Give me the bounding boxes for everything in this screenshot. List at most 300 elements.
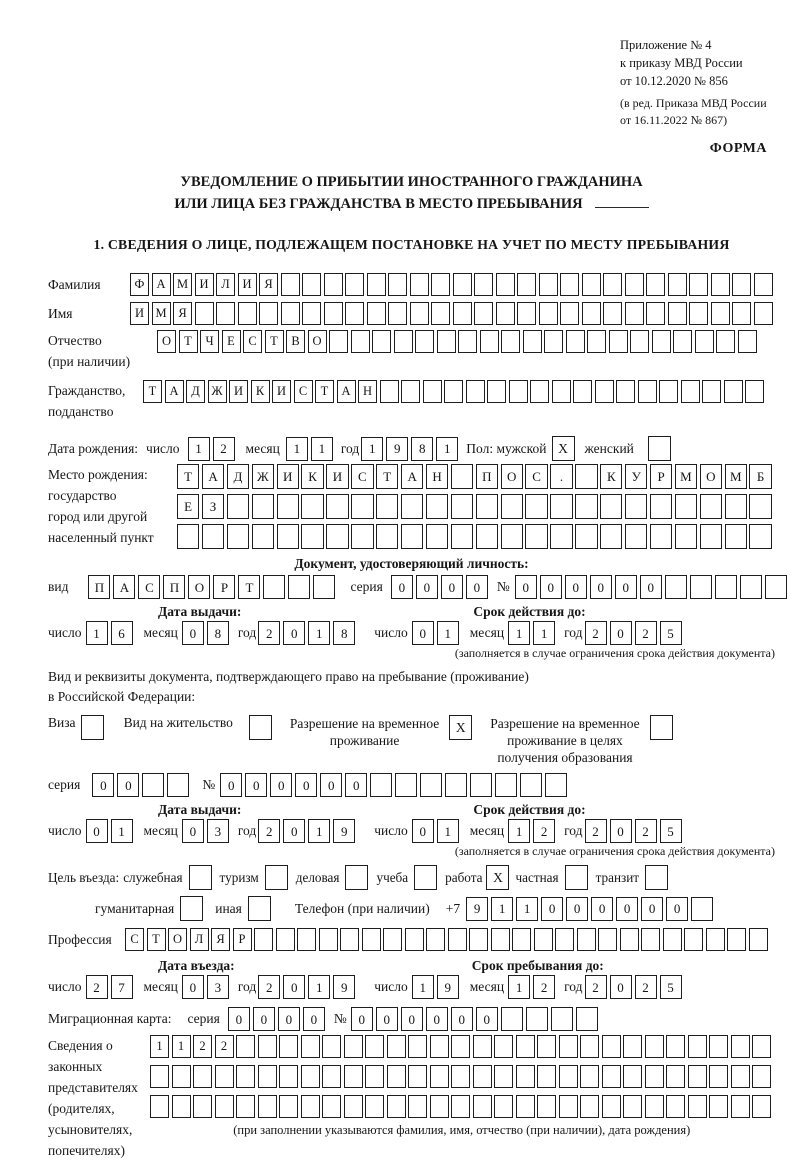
- char-box[interactable]: [365, 1035, 384, 1058]
- char-box[interactable]: [473, 1095, 492, 1118]
- char-box[interactable]: 9: [386, 437, 408, 461]
- char-box[interactable]: А: [401, 464, 423, 489]
- char-box[interactable]: [602, 1065, 621, 1088]
- char-box[interactable]: [236, 1035, 255, 1058]
- char-box[interactable]: [172, 1095, 191, 1118]
- purpose-tourism-checkbox[interactable]: [265, 865, 288, 890]
- char-box[interactable]: 0: [610, 975, 632, 999]
- purpose-study-checkbox[interactable]: [414, 865, 437, 890]
- char-box[interactable]: 1: [172, 1035, 191, 1058]
- char-box[interactable]: [301, 1095, 320, 1118]
- char-box[interactable]: 2: [258, 975, 280, 999]
- char-box[interactable]: [520, 773, 542, 797]
- char-box[interactable]: [580, 1035, 599, 1058]
- char-box[interactable]: [142, 773, 164, 797]
- char-box[interactable]: [252, 524, 274, 549]
- char-box[interactable]: 1: [508, 819, 530, 843]
- char-box[interactable]: Т: [147, 928, 166, 951]
- char-box[interactable]: Т: [177, 464, 199, 489]
- char-box[interactable]: С: [125, 928, 144, 951]
- char-box[interactable]: 0: [182, 975, 204, 999]
- char-box[interactable]: 0: [441, 575, 463, 599]
- char-box[interactable]: [575, 494, 597, 519]
- char-box[interactable]: О: [157, 330, 176, 353]
- char-box[interactable]: Е: [222, 330, 241, 353]
- char-box[interactable]: 2: [86, 975, 108, 999]
- char-box[interactable]: [344, 1095, 363, 1118]
- char-box[interactable]: [408, 1035, 427, 1058]
- char-box[interactable]: [301, 1035, 320, 1058]
- char-box[interactable]: [258, 1065, 277, 1088]
- char-box[interactable]: Я: [173, 302, 192, 325]
- char-box[interactable]: [516, 1035, 535, 1058]
- char-box[interactable]: [681, 380, 700, 403]
- char-box[interactable]: [380, 380, 399, 403]
- char-box[interactable]: [451, 1035, 470, 1058]
- char-box[interactable]: [430, 1035, 449, 1058]
- char-box[interactable]: 0: [376, 1007, 398, 1031]
- char-box[interactable]: 0: [117, 773, 139, 797]
- char-box[interactable]: [666, 1095, 685, 1118]
- char-box[interactable]: [576, 1007, 598, 1031]
- char-box[interactable]: [577, 928, 596, 951]
- char-box[interactable]: [732, 302, 751, 325]
- char-box[interactable]: [731, 1035, 750, 1058]
- char-box[interactable]: [551, 1007, 573, 1031]
- char-box[interactable]: 0: [412, 621, 434, 645]
- char-box[interactable]: [367, 273, 386, 296]
- char-box[interactable]: [559, 1035, 578, 1058]
- char-box[interactable]: 0: [412, 819, 434, 843]
- char-box[interactable]: А: [152, 273, 171, 296]
- char-box[interactable]: 0: [540, 575, 562, 599]
- char-box[interactable]: 2: [635, 975, 657, 999]
- char-box[interactable]: Н: [426, 464, 448, 489]
- char-box[interactable]: [376, 524, 398, 549]
- char-box[interactable]: [474, 273, 493, 296]
- char-box[interactable]: [326, 524, 348, 549]
- char-box[interactable]: 1: [508, 975, 530, 999]
- char-box[interactable]: 0: [253, 1007, 275, 1031]
- char-box[interactable]: 2: [585, 819, 607, 843]
- char-box[interactable]: Д: [227, 464, 249, 489]
- char-box[interactable]: [405, 928, 424, 951]
- char-box[interactable]: [645, 1035, 664, 1058]
- char-box[interactable]: 1: [308, 975, 330, 999]
- char-box[interactable]: П: [88, 575, 110, 599]
- char-box[interactable]: 0: [391, 575, 413, 599]
- char-box[interactable]: 2: [215, 1035, 234, 1058]
- char-box[interactable]: [453, 302, 472, 325]
- char-box[interactable]: [367, 302, 386, 325]
- char-box[interactable]: 1: [150, 1035, 169, 1058]
- char-box[interactable]: 2: [533, 819, 555, 843]
- residence-checkbox[interactable]: [249, 715, 272, 740]
- char-box[interactable]: [150, 1065, 169, 1088]
- char-box[interactable]: [496, 302, 515, 325]
- char-box[interactable]: 0: [278, 1007, 300, 1031]
- char-box[interactable]: Т: [265, 330, 284, 353]
- char-box[interactable]: [365, 1065, 384, 1088]
- char-box[interactable]: Р: [650, 464, 672, 489]
- char-box[interactable]: [277, 524, 299, 549]
- char-box[interactable]: [383, 928, 402, 951]
- char-box[interactable]: [426, 524, 448, 549]
- char-box[interactable]: [258, 1095, 277, 1118]
- char-box[interactable]: [476, 494, 498, 519]
- char-box[interactable]: [700, 494, 722, 519]
- char-box[interactable]: [491, 928, 510, 951]
- char-box[interactable]: [602, 1035, 621, 1058]
- char-box[interactable]: М: [675, 464, 697, 489]
- char-box[interactable]: 2: [213, 437, 235, 461]
- char-box[interactable]: Ч: [200, 330, 219, 353]
- char-box[interactable]: 5: [660, 975, 682, 999]
- char-box[interactable]: [431, 302, 450, 325]
- char-box[interactable]: К: [251, 380, 270, 403]
- char-box[interactable]: 0: [401, 1007, 423, 1031]
- char-box[interactable]: [453, 273, 472, 296]
- char-box[interactable]: [666, 1035, 685, 1058]
- char-box[interactable]: [193, 1095, 212, 1118]
- char-box[interactable]: [362, 928, 381, 951]
- char-box[interactable]: З: [202, 494, 224, 519]
- char-box[interactable]: 1: [308, 819, 330, 843]
- char-box[interactable]: [448, 928, 467, 951]
- char-box[interactable]: [688, 1035, 707, 1058]
- char-box[interactable]: 0: [351, 1007, 373, 1031]
- purpose-work-checkbox[interactable]: X: [486, 865, 509, 890]
- char-box[interactable]: [582, 273, 601, 296]
- char-box[interactable]: [575, 524, 597, 549]
- char-box[interactable]: [691, 897, 713, 921]
- char-box[interactable]: 0: [641, 897, 663, 921]
- char-box[interactable]: 1: [286, 437, 308, 461]
- char-box[interactable]: 5: [660, 819, 682, 843]
- char-box[interactable]: 0: [426, 1007, 448, 1031]
- char-box[interactable]: [525, 524, 547, 549]
- char-box[interactable]: [512, 928, 531, 951]
- char-box[interactable]: [684, 928, 703, 951]
- char-box[interactable]: [167, 773, 189, 797]
- char-box[interactable]: [277, 494, 299, 519]
- char-box[interactable]: С: [243, 330, 262, 353]
- char-box[interactable]: [646, 302, 665, 325]
- char-box[interactable]: [509, 380, 528, 403]
- char-box[interactable]: [195, 302, 214, 325]
- char-box[interactable]: [566, 330, 585, 353]
- char-box[interactable]: [322, 1035, 341, 1058]
- char-box[interactable]: [530, 380, 549, 403]
- char-box[interactable]: [752, 1065, 771, 1088]
- char-box[interactable]: [324, 273, 343, 296]
- char-box[interactable]: 9: [333, 975, 355, 999]
- visa-checkbox[interactable]: [81, 715, 104, 740]
- char-box[interactable]: [279, 1065, 298, 1088]
- char-box[interactable]: [372, 330, 391, 353]
- char-box[interactable]: [227, 524, 249, 549]
- char-box[interactable]: [645, 1065, 664, 1088]
- char-box[interactable]: 1: [412, 975, 434, 999]
- char-box[interactable]: [625, 494, 647, 519]
- char-box[interactable]: [444, 380, 463, 403]
- char-box[interactable]: [254, 928, 273, 951]
- char-box[interactable]: [401, 494, 423, 519]
- char-box[interactable]: [480, 330, 499, 353]
- char-box[interactable]: [652, 330, 671, 353]
- char-box[interactable]: [322, 1065, 341, 1088]
- char-box[interactable]: 0: [270, 773, 292, 797]
- char-box[interactable]: К: [600, 464, 622, 489]
- char-box[interactable]: А: [202, 464, 224, 489]
- char-box[interactable]: О: [188, 575, 210, 599]
- char-box[interactable]: П: [476, 464, 498, 489]
- char-box[interactable]: О: [168, 928, 187, 951]
- char-box[interactable]: [281, 302, 300, 325]
- purpose-transit-checkbox[interactable]: [645, 865, 668, 890]
- char-box[interactable]: [754, 302, 773, 325]
- char-box[interactable]: [431, 273, 450, 296]
- char-box[interactable]: [470, 773, 492, 797]
- char-box[interactable]: [388, 273, 407, 296]
- char-box[interactable]: [258, 1035, 277, 1058]
- char-box[interactable]: 0: [86, 819, 108, 843]
- char-box[interactable]: [395, 773, 417, 797]
- char-box[interactable]: С: [294, 380, 313, 403]
- char-box[interactable]: [559, 1095, 578, 1118]
- char-box[interactable]: [351, 330, 370, 353]
- char-box[interactable]: 0: [416, 575, 438, 599]
- char-box[interactable]: 3: [207, 819, 229, 843]
- char-box[interactable]: [695, 330, 714, 353]
- char-box[interactable]: [319, 928, 338, 951]
- char-box[interactable]: [602, 1095, 621, 1118]
- char-box[interactable]: [495, 773, 517, 797]
- char-box[interactable]: 1: [491, 897, 513, 921]
- char-box[interactable]: 0: [476, 1007, 498, 1031]
- char-box[interactable]: [623, 1035, 642, 1058]
- char-box[interactable]: [587, 330, 606, 353]
- char-box[interactable]: 3: [207, 975, 229, 999]
- char-box[interactable]: [426, 928, 445, 951]
- purpose-other-checkbox[interactable]: [248, 896, 271, 921]
- char-box[interactable]: [517, 302, 536, 325]
- char-box[interactable]: 0: [610, 819, 632, 843]
- char-box[interactable]: [526, 1007, 548, 1031]
- char-box[interactable]: [702, 380, 721, 403]
- purpose-business-checkbox[interactable]: [345, 865, 368, 890]
- char-box[interactable]: Б: [749, 464, 771, 489]
- char-box[interactable]: [673, 330, 692, 353]
- char-box[interactable]: И: [238, 273, 257, 296]
- char-box[interactable]: [370, 773, 392, 797]
- char-box[interactable]: 2: [585, 975, 607, 999]
- char-box[interactable]: [582, 302, 601, 325]
- char-box[interactable]: [560, 273, 579, 296]
- char-box[interactable]: [552, 380, 571, 403]
- char-box[interactable]: [668, 273, 687, 296]
- char-box[interactable]: [665, 575, 687, 599]
- char-box[interactable]: [716, 330, 735, 353]
- char-box[interactable]: 0: [228, 1007, 250, 1031]
- char-box[interactable]: 9: [466, 897, 488, 921]
- char-box[interactable]: 9: [437, 975, 459, 999]
- char-box[interactable]: [575, 464, 597, 489]
- char-box[interactable]: [474, 302, 493, 325]
- char-box[interactable]: 0: [92, 773, 114, 797]
- char-box[interactable]: 0: [640, 575, 662, 599]
- char-box[interactable]: 1: [437, 819, 459, 843]
- char-box[interactable]: [765, 575, 787, 599]
- char-box[interactable]: Р: [233, 928, 252, 951]
- char-box[interactable]: [410, 273, 429, 296]
- char-box[interactable]: Я: [211, 928, 230, 951]
- char-box[interactable]: [494, 1065, 513, 1088]
- char-box[interactable]: Т: [143, 380, 162, 403]
- char-box[interactable]: [420, 773, 442, 797]
- char-box[interactable]: [313, 575, 335, 599]
- sex-male-checkbox[interactable]: X: [552, 436, 575, 461]
- char-box[interactable]: [537, 1035, 556, 1058]
- char-box[interactable]: 0: [182, 819, 204, 843]
- char-box[interactable]: [215, 1095, 234, 1118]
- char-box[interactable]: Ж: [208, 380, 227, 403]
- char-box[interactable]: [663, 928, 682, 951]
- char-box[interactable]: [688, 1095, 707, 1118]
- char-box[interactable]: [550, 524, 572, 549]
- char-box[interactable]: [394, 330, 413, 353]
- char-box[interactable]: [545, 773, 567, 797]
- char-box[interactable]: [752, 1095, 771, 1118]
- purpose-private-checkbox[interactable]: [565, 865, 588, 890]
- char-box[interactable]: [560, 302, 579, 325]
- char-box[interactable]: 9: [333, 819, 355, 843]
- char-box[interactable]: [344, 1035, 363, 1058]
- char-box[interactable]: 0: [245, 773, 267, 797]
- char-box[interactable]: Л: [216, 273, 235, 296]
- char-box[interactable]: И: [229, 380, 248, 403]
- char-box[interactable]: [501, 330, 520, 353]
- char-box[interactable]: [487, 380, 506, 403]
- char-box[interactable]: 7: [111, 975, 133, 999]
- char-box[interactable]: [236, 1065, 255, 1088]
- char-box[interactable]: 0: [295, 773, 317, 797]
- char-box[interactable]: 0: [451, 1007, 473, 1031]
- char-box[interactable]: 8: [333, 621, 355, 645]
- char-box[interactable]: [516, 1095, 535, 1118]
- char-box[interactable]: [340, 928, 359, 951]
- char-box[interactable]: [451, 1065, 470, 1088]
- char-box[interactable]: И: [272, 380, 291, 403]
- char-box[interactable]: 0: [541, 897, 563, 921]
- char-box[interactable]: [322, 1095, 341, 1118]
- char-box[interactable]: 0: [515, 575, 537, 599]
- char-box[interactable]: [523, 330, 542, 353]
- char-box[interactable]: [603, 273, 622, 296]
- char-box[interactable]: [749, 928, 768, 951]
- char-box[interactable]: [725, 524, 747, 549]
- char-box[interactable]: [675, 524, 697, 549]
- char-box[interactable]: С: [525, 464, 547, 489]
- purpose-humanitarian-checkbox[interactable]: [180, 896, 203, 921]
- char-box[interactable]: 1: [308, 621, 330, 645]
- char-box[interactable]: 2: [635, 819, 657, 843]
- char-box[interactable]: [740, 575, 762, 599]
- char-box[interactable]: [616, 380, 635, 403]
- char-box[interactable]: [731, 1095, 750, 1118]
- char-box[interactable]: [539, 302, 558, 325]
- char-box[interactable]: М: [152, 302, 171, 325]
- char-box[interactable]: Л: [190, 928, 209, 951]
- char-box[interactable]: И: [195, 273, 214, 296]
- char-box[interactable]: [430, 1065, 449, 1088]
- char-box[interactable]: [625, 524, 647, 549]
- char-box[interactable]: [731, 1065, 750, 1088]
- char-box[interactable]: [344, 1065, 363, 1088]
- char-box[interactable]: П: [163, 575, 185, 599]
- char-box[interactable]: [388, 302, 407, 325]
- char-box[interactable]: Д: [186, 380, 205, 403]
- char-box[interactable]: [711, 302, 730, 325]
- char-box[interactable]: И: [326, 464, 348, 489]
- char-box[interactable]: [544, 330, 563, 353]
- char-box[interactable]: [638, 380, 657, 403]
- char-box[interactable]: [227, 494, 249, 519]
- char-box[interactable]: С: [138, 575, 160, 599]
- char-box[interactable]: [539, 273, 558, 296]
- char-box[interactable]: [688, 1065, 707, 1088]
- char-box[interactable]: [598, 928, 617, 951]
- char-box[interactable]: [415, 330, 434, 353]
- char-box[interactable]: [700, 524, 722, 549]
- char-box[interactable]: [516, 1065, 535, 1088]
- char-box[interactable]: 1: [516, 897, 538, 921]
- char-box[interactable]: [408, 1065, 427, 1088]
- char-box[interactable]: [534, 928, 553, 951]
- char-box[interactable]: [537, 1095, 556, 1118]
- char-box[interactable]: 8: [411, 437, 433, 461]
- char-box[interactable]: В: [286, 330, 305, 353]
- char-box[interactable]: [451, 524, 473, 549]
- char-box[interactable]: [263, 575, 285, 599]
- char-box[interactable]: [329, 330, 348, 353]
- char-box[interactable]: [301, 1065, 320, 1088]
- char-box[interactable]: [252, 494, 274, 519]
- char-box[interactable]: [727, 928, 746, 951]
- char-box[interactable]: И: [130, 302, 149, 325]
- char-box[interactable]: [288, 575, 310, 599]
- char-box[interactable]: [650, 524, 672, 549]
- char-box[interactable]: [603, 302, 622, 325]
- char-box[interactable]: [600, 494, 622, 519]
- char-box[interactable]: [623, 1065, 642, 1088]
- char-box[interactable]: [650, 494, 672, 519]
- char-box[interactable]: [706, 928, 725, 951]
- sex-female-checkbox[interactable]: [648, 436, 671, 461]
- char-box[interactable]: [410, 302, 429, 325]
- char-box[interactable]: 1: [188, 437, 210, 461]
- char-box[interactable]: 0: [610, 621, 632, 645]
- char-box[interactable]: .: [550, 464, 572, 489]
- char-box[interactable]: 1: [437, 621, 459, 645]
- char-box[interactable]: Т: [376, 464, 398, 489]
- char-box[interactable]: 1: [311, 437, 333, 461]
- char-box[interactable]: [559, 1065, 578, 1088]
- char-box[interactable]: А: [337, 380, 356, 403]
- char-box[interactable]: [259, 302, 278, 325]
- char-box[interactable]: 2: [635, 621, 657, 645]
- char-box[interactable]: [609, 330, 628, 353]
